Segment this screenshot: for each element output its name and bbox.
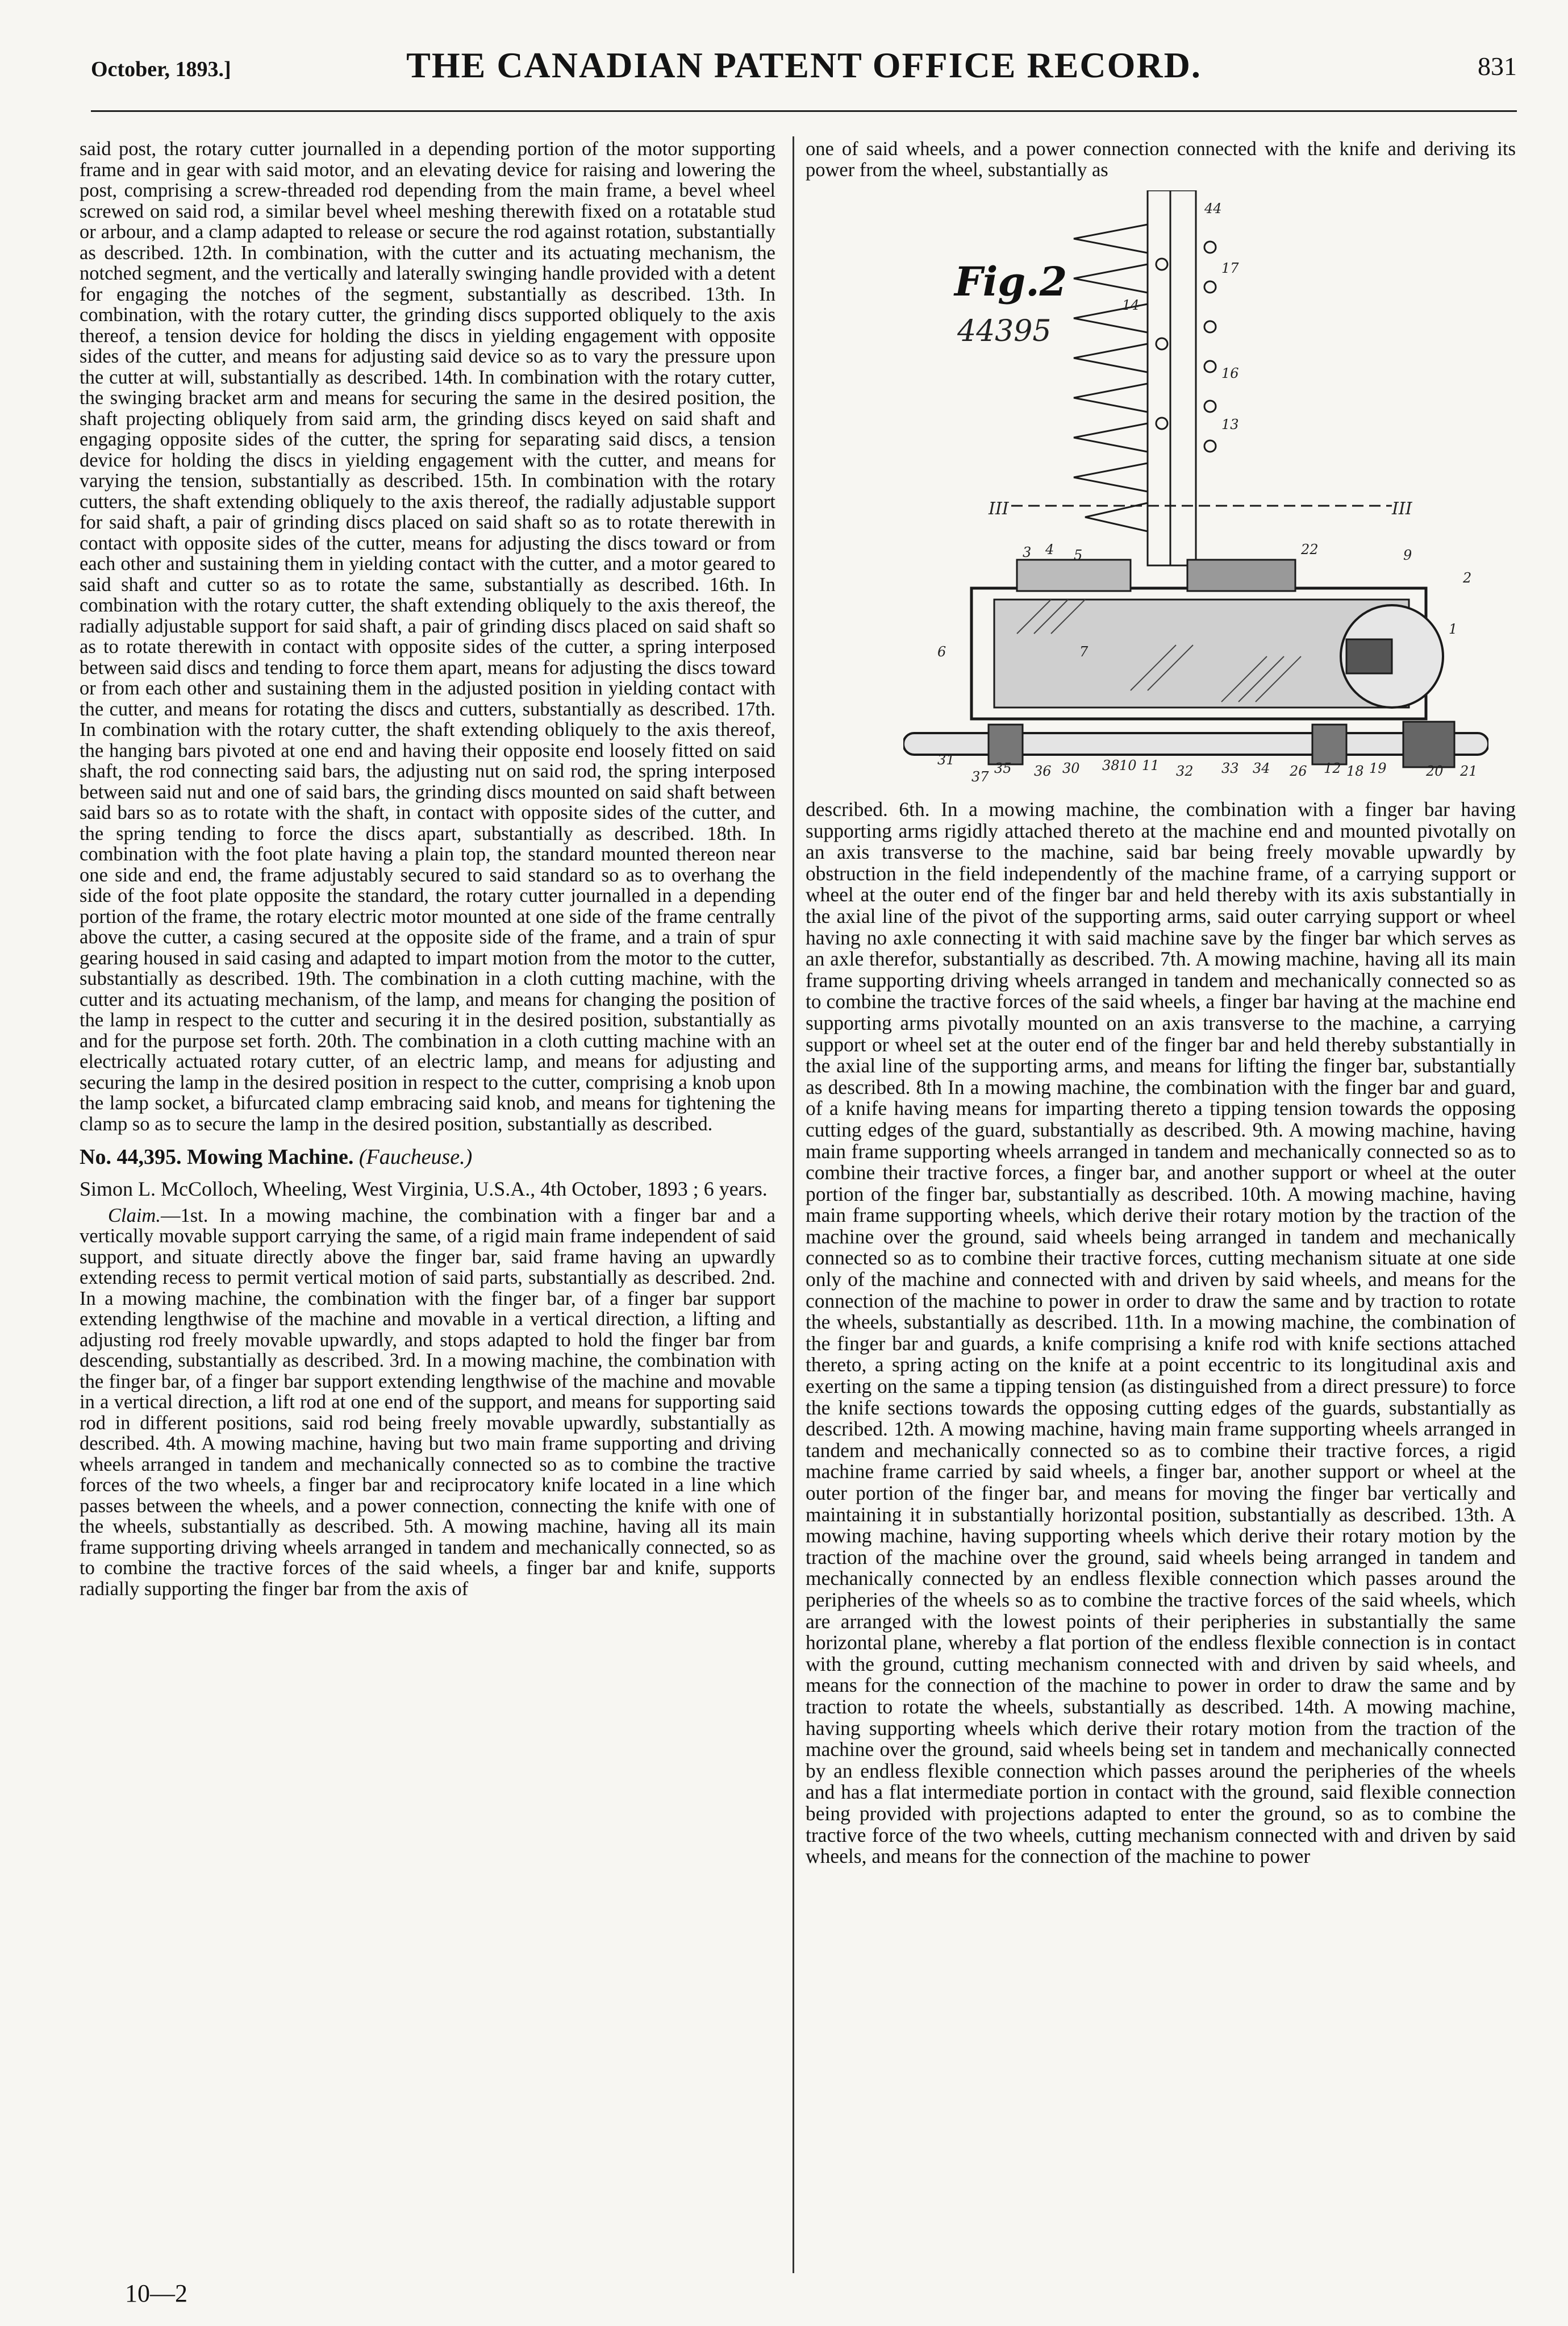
part-label: 7 bbox=[1079, 644, 1089, 660]
publication-title: THE CANADIAN PATENT OFFICE RECORD. bbox=[406, 45, 1202, 85]
part-label: 26 bbox=[1290, 763, 1307, 779]
figure-caption: Fig.2 bbox=[954, 258, 1067, 305]
section-mark-right: III bbox=[1392, 499, 1412, 519]
part-label: 1 bbox=[1449, 621, 1458, 637]
part-label: 33 bbox=[1221, 760, 1239, 776]
part-label: 19 bbox=[1369, 760, 1387, 776]
part-label: 16 bbox=[1221, 365, 1239, 381]
part-label: 18 bbox=[1346, 763, 1364, 779]
mowing-machine-drawing bbox=[903, 190, 1488, 784]
part-label: 12 bbox=[1324, 760, 1341, 776]
part-label: 34 bbox=[1253, 760, 1270, 776]
right-column-claims-text: described. 6th. In a mowing machine, the combination with a finger bar having supporting arms rigidly attached thereto at the machine end and mounted pivotally on an axis transverse to the machine, said bar being freely movable upwardly by obstruction in the field independently of the machine frame, of a carrying support or wheel at the outer end of the finger bar and held thereby with its axis substantially in the axial line of the pivot of the supporting arms, said outer carrying support or wheel having no axle connecting it with said machine save by the finger bar which serves as an axle therefor, substantially as described. 7th. A mowing machine, having all its main frame supporting driving wheels arranged in tandem and mechanically connected so as to combine the tractive forces of the said wheels, a finger bar having at the machine end supporting arms pivotally mounted on an axis transverse to the machine, a carrying support or wheel set at the outer end of the finger bar and held thereby substantially in the axial line of the supporting arms, and means for lifting the finger bar, substantially as described. 8th In a mowing machine, the combination with the finger bar and guard, of a knife having means for imparting thereto a tipping tension towards the opposing cutting edges of the guard, substantially as described. 9th. A mowing machine, having main frame supporting wheels arranged in tandem and mechanically connected so as to combine their tractive forces, a finger bar, and another support or wheel at the outer portion of the finger bar, substantially as described. 10th. A mowing machine, having main frame supporting wheels, which derive their rotary motion by the traction of the machine over the ground, said wheels being arranged in tandem and mechanically connected so as to combine their tractive forces, cutting mechanism situate at one side only of the machine and connected with and driven by said wheels, and means for the connection of the machine to power in order to draw the same and by traction to rotate the wheels, substantially as described. 11th. In a mowing machine, the combination of the finger bar and guards, a knife comprising a knife rod with knife sections attached thereto, a spring acting on the knife at a point eccentric to its longitudinal axis and exerting on the same a tipping tension (as distinguished from a direct pressure) to force the knife sections towards the opposing cutting edges of the guards, substantially as described. 12th. A mowing machine, having main frame supporting wheels arranged in tandem and mechanically connected so as to combine their tractive forces, a rigid machine frame carried by said wheels, a finger bar, another support or wheel at the outer portion of the finger bar, and means for moving the finger bar vertically and maintaining it in substantially horizontal position, substantially as described. 13th. A mowing machine, having supporting wheels which derive their rotary motion by the traction of the machine over the ground, said wheels being arranged in tandem and mechanically connected by an endless flexible connection which passes around the peripheries of the wheels so as to combine the tractive forces of the said wheels, which are arranged with the lowest points of their peripheries in substantially the same horizontal plane, whereby a flat portion of the endless flexible connection is in contact with the ground, cutting mechanism connected with and driven by said wheels, and means for the connection of the machine to power in order to draw the same and by traction to rotate the wheels, substantially as described. 14th. A mowing machine, having supporting wheels which derive their rotary motion from the traction of the machine over the ground, said wheels being set in tandem and mechanically connected by an endless flexible connection which passes around the peripheries of the wheels and has a flat intermediate portion in contact with the ground, said flexible connection being provided with projections adapted to enter the ground, so as to combine the tractive force of the two wheels, cutting mechanism connected with and driven by said wheels, and means for the connection of the machine to power bbox=[806, 798, 1516, 1868]
claims-text: —1st. In a mowing machine, the combination with a finger bar and a vertically movable support carrying the same, of a rigid main frame independent of said support, and situate directly above the finger bar, said frame having an upwardly extending recess to permit vertical motion of said parts, substantially as described. 2nd. In a mowing machine, the combination with the finger bar, of a finger bar support extending lengthwise of the machine and movable in a vertical direction, a lifting and adjusting rod freely movable upwardly, and stops adapted to hold the finger bar from descending, substantially as described. 3rd. In a mowing machine, the combination with the finger bar, of a finger bar support extending lengthwise of the machine and movable in a vertical direction, a lift rod at one end of the support, and means for supporting said rod in different positions, said rod being freely movable upwardly, substantially as described. 4th. A mowing machine, having but two main frame supporting and driving wheels arranged in tandem and mechanically connected so as to combine the tractive forces of the two wheels, a finger bar and reciprocatory knife located in a line which passes between the wheels, and a power connection, connecting the knife with one of the wheels, substantially as described. 5th. A mowing machine, having all its main frame supporting driving wheels arranged in tandem and mechanically connected, so as to combine the tractive forces of the said wheels, a finger bar and knife, supports radially supporting the finger bar from the axis of bbox=[80, 1204, 775, 1600]
part-label: 20 bbox=[1426, 763, 1444, 779]
part-label: 13 bbox=[1221, 417, 1239, 432]
signature-mark: 10—2 bbox=[125, 2279, 187, 2307]
left-column bbox=[80, 139, 775, 1599]
issue-date: October, 1893.] bbox=[91, 57, 231, 81]
page-header bbox=[91, 44, 1517, 90]
part-label: 32 bbox=[1176, 763, 1194, 779]
applicant-line: Simon L. McColloch, Wheeling, West Virginia, U.S.A., 4th October, 1893 ; 6 years. bbox=[80, 1177, 768, 1200]
part-label: 37 bbox=[971, 769, 989, 784]
part-label: 30 bbox=[1062, 760, 1080, 776]
part-label: 36 bbox=[1034, 763, 1052, 779]
claims-text-block bbox=[80, 1205, 775, 1600]
part-label: 44 bbox=[1204, 201, 1222, 217]
part-label: 4 bbox=[1045, 542, 1054, 557]
header-rule bbox=[91, 110, 1517, 112]
part-label: 5 bbox=[1074, 547, 1083, 563]
part-label: 21 bbox=[1460, 763, 1478, 779]
knife-sections bbox=[1074, 224, 1148, 531]
part-label: 31 bbox=[937, 752, 955, 768]
column-divider bbox=[793, 136, 794, 2273]
patent-drawing-fig2 bbox=[903, 190, 1488, 784]
part-label: 35 bbox=[994, 760, 1012, 776]
section-mark-left: III bbox=[989, 499, 1009, 519]
continued-claims-text: said post, the rotary cutter journalled in a depending portion of the motor supporting frame and in gear with said motor, and an elevating device for raising and lowering the post, comprising a screw-threaded rod depending from the main frame, a bevel wheel screwed on said rod, a similar bevel wheel meshing therewith fixed on a rotatable stud or arbour, and a clamp adapted to release or secure the rod against rotation, substantially as described. 12th. In combination, with the cutter and its actuating mechanism, the notched segment, and the vertically and laterally swinging handle provided with a detent for engaging the notches of the segment, substantially as described. 13th. In combination, with the rotary cutter, the grinding discs supported obliquely to the axis thereof, a tension device for holding the discs in yielding engagement with opposite sides of the cutter, and means for adjusting said device so as to vary the pressure upon the cutter at will, substantially as described. 14th. In combination with the rotary cutter, the swinging bracket arm and means for securing the same in the desired position, the shaft projecting obliquely from said arm, the grinding discs keyed on said shaft and engaging opposite sides of the cutter, the spring for separating said discs, a tension device for holding the discs in yielding engagement with the cutter, and means for varying the tension, substantially as described. 15th. In combination with the rotary cutters, the shaft extending obliquely to the axis thereof, the radially adjustable support for said shaft, a pair of grinding discs placed on said shaft so as to rotate therewith in contact with opposite sides of the cutter, means for adjusting the discs toward or from each other and sustaining them in yielding contact with the cutter, and a motor geared to said shaft and cutter so as to rotate the same, substantially as described. 16th. In combination with the rotary cutter, the shaft extending obliquely to the axis thereof, the radially adjustable support for said shaft, a pair of grinding discs placed on said shaft so as to rotate therewith in contact with opposite sides of the cutter, a spring interposed between said discs and tending to force them apart, means for adjusting the discs toward or from each other and sustaining them in the adjusted position in yielding contact with the cutter, and means for rotating the discs and cutters, substantially as described. 17th. In combination with the rotary cutter, the shaft extending obliquely to the axis thereof, the hanging bars pivoted at one end and having their opposite end loosely fitted on said shaft, the rod connecting said bars, the adjusting nut on said rod, the spring interposed between said nut and one of said bars, the grinding discs mounted on said shaft between said bars so as to rotate with the shaft, in contact with opposite sides of the cutter, and the spring tending to force the discs apart, substantially as described. 18th. In combination with the foot plate having a plain top, the standard mounted thereon near one side and end, the frame adjustably secured to said standard so as to overhang the side of the foot plate opposite the standard, the rotary cutter journalled in a depending portion of the frame, the rotary electric motor mounted at one side of the frame centrally above the cutter, a casing secured at the opposite side of the frame, and a train of spur gearing housed in said casing and adapted to impart motion from the motor to the cutter, substantially as described. 19th. The combination in a cloth cutting machine, with the cutter and its actuating mechanism, of the lamp, and means for changing the position of the lamp in respect to the cutter and securing it in the desired position, substantially as and for the purpose set forth. 20th. The combination in a cloth cutting machine with an electrically actuated rotary cutter, of an electric lamp, and means for adjusting and securing the lamp in the desired position in respect to the cutter, comprising a knob upon the lamp socket, a bifurcated clamp embracing said knob, and means for tightening the clamp so as to secure the lamp in the desired position, substantially as described. bbox=[80, 138, 776, 1135]
part-label: 6 bbox=[937, 644, 946, 660]
finger-bar-rivets bbox=[1156, 242, 1216, 452]
part-label: 10 bbox=[1119, 758, 1137, 773]
part-label: 9 bbox=[1403, 547, 1412, 563]
part-label: 2 bbox=[1463, 570, 1472, 586]
patent-heading bbox=[80, 1147, 775, 1168]
right-column-intro-text: one of said wheels, and a power connection connected with the knife and deriving its power from the wheel, substantially as bbox=[806, 138, 1516, 181]
right-column-bottom bbox=[806, 799, 1516, 1867]
part-label: 11 bbox=[1142, 758, 1160, 773]
page-number: 831 bbox=[1478, 52, 1517, 81]
part-label: 14 bbox=[1122, 297, 1140, 313]
part-label: 17 bbox=[1221, 260, 1239, 276]
part-label: 3 bbox=[1023, 544, 1032, 560]
part-label: 38 bbox=[1102, 758, 1120, 773]
claim-label: Claim. bbox=[108, 1204, 161, 1226]
finger-bar-shape bbox=[1148, 190, 1196, 565]
figure-handwritten-number: 44395 bbox=[957, 314, 1052, 348]
patent-name: Mowing Machine. bbox=[186, 1145, 354, 1169]
part-label: 22 bbox=[1301, 542, 1319, 557]
right-column-top bbox=[806, 139, 1516, 180]
patent-number: No. 44,395. bbox=[80, 1145, 182, 1169]
patent-name-french: (Faucheuse.) bbox=[358, 1145, 473, 1169]
